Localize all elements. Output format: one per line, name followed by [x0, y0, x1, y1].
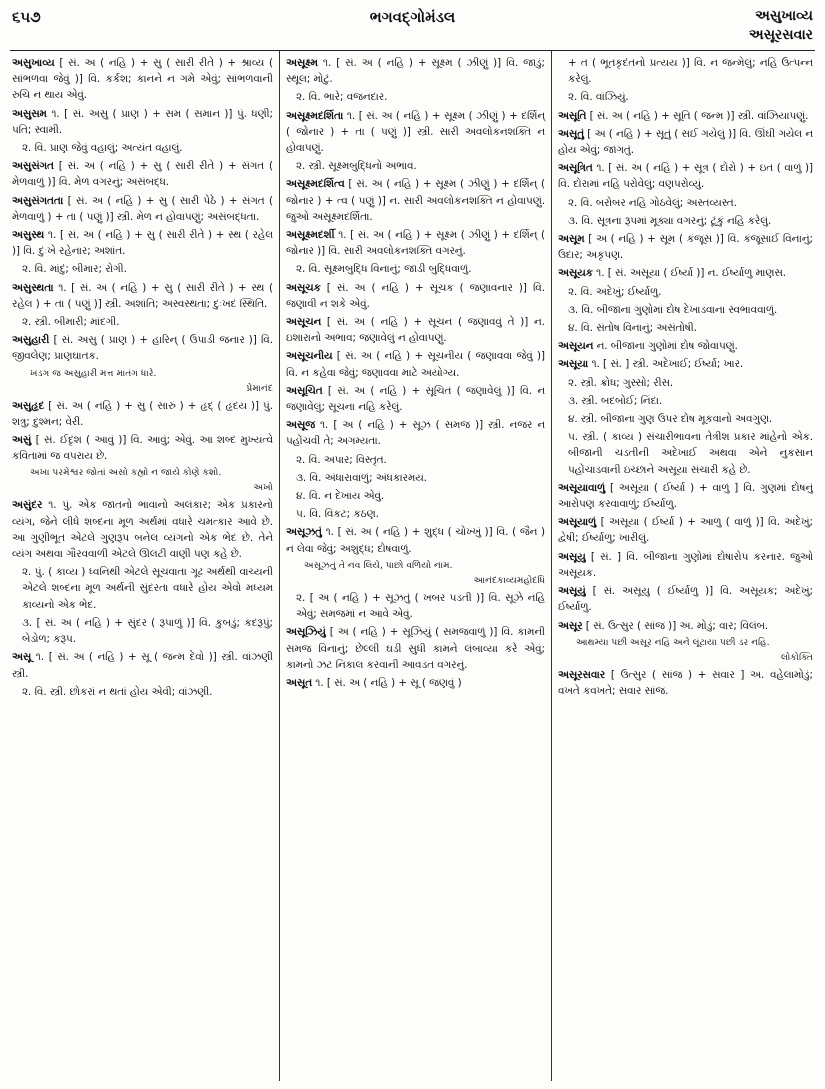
entry-definition: ૧. [ સં. અસુ ( પ્રાણ ) + સમ ( સમાન )] પું. ધણી; પતિ; સ્વામી.: [12, 107, 273, 136]
sense-definition: ૨. સ્ત્રી. સૂક્ષ્મબુદ્ધિનો અભાવ.: [296, 160, 417, 173]
dictionary-entry: [286, 227, 545, 259]
dictionary-entry: [12, 280, 273, 312]
entry-definition: ૧. [ સં. અ ( નહિ ) + સુ ( સારી રીતે ) + સ્થ ( રહેલ )] વિ. દુઃખે રહેનાર; અશાંત.: [12, 229, 273, 258]
entry-definition: [ અસૂયા ( ઈર્ષ્યા ) + વાળું ] વિ. ગુણમાં દોષનું આરોપણ કરવાવાળું; ઈર્ષ્યાળુ.: [558, 481, 813, 511]
entry-definition: ૧. [ સં. અ ( નહિ ) + સૂ ( જણવું ): [312, 676, 462, 689]
entry-headword: અસૂક્ષ્મદર્શિત્વ: [286, 178, 345, 191]
sense-definition: ૨. વિ. બરોબર નહિ ગોઠવેલું; અસ્તવ્યસ્ત.: [568, 196, 737, 209]
dictionary-entry: [558, 160, 813, 192]
sense-definition: ૨. વિ. વાંઝિયું.: [568, 91, 629, 104]
entry-headword: અસૂક્ષ્મદર્શી: [286, 229, 335, 242]
quotation-source: આનંદકાવ્યમહોદધિ: [473, 574, 545, 586]
sense-definition: ૪. વિ. સંતોષ વિનાનું; અસંતોષી.: [568, 322, 697, 335]
entry-headword: અસૂચિત: [286, 384, 323, 397]
sense-definition: ૪. વિ. ન દેખાય એવું.: [296, 490, 385, 503]
sense-definition: ૨. વિ. સ્ત્રી. છોકરાં ન થતાં હોય એવી; વાંઝણી.: [22, 685, 213, 698]
entry-headword: અસૂચક: [286, 281, 321, 294]
dictionary-columns: [10, 51, 815, 1081]
dictionary-entry: [558, 549, 813, 581]
column-3: [552, 51, 815, 1081]
dictionary-entry: [286, 108, 545, 157]
dictionary-entry: [558, 667, 813, 699]
entry-headword: અસૂયક: [558, 267, 593, 280]
entry-headword: અસૂયન: [558, 340, 594, 353]
sense-definition: ૩. સ્ત્રી. બદબોઈ; નિંદા.: [568, 394, 663, 407]
entry-headword: અસૂમ: [558, 233, 585, 246]
entry-definition: [ સં. અ ( નહિ ) + સુ ( સારું ) + હૃદ્ ( હૃદય )] પું. શત્રુ; દુશ્મન; વેરી.: [12, 399, 273, 428]
entry-definition: ૧. [ સં. અ ( નહિ ) + સૂક્ષ્મ ( ઝીણું ) + દર્શિન્ ( જોનાર )] વિ. સારી અવલોકનશક્તિ વગરનું.: [286, 229, 545, 258]
entry-definition: ૧. [ સં. અસૂયા ( ઈર્ષ્યા )] ન. ઈર્ષ્યાળુ માણસ.: [592, 267, 786, 280]
entry-headword: અસૂયું: [558, 585, 586, 598]
entry-definition: [ સં. અ ( નહિ ) + સૂક્ષ્મ ( ઝીણું ) + દર્શિન્ ( જોનાર ) + ત્વ ( પણું )] ન. સારી અવલોકનશક્તિ ન હોવાપણું. જુઓ અસૂક્ષ્મદર્શિતા.: [286, 178, 545, 223]
entry-definition: ૧. [ અ ( નહિ ) + સૂઝ ( સમજ )] સ્ત્રી. નજર ન પહોંચવી તે; અગમ્યતા.: [286, 419, 545, 448]
dictionary-entry: [558, 356, 813, 372]
dictionary-entry: [12, 193, 273, 225]
sense-definition: ૨. વિ. ભારે; વજનદાર.: [296, 91, 388, 104]
entry-definition: [ સં. અ ( નહિ ) + સુ ( સારી રીતે ) + શ્રાવ્ય ( સાંભળવા જેવું )] વિ. કર્કશ; કાનને ન ગમે એવું; સાંભળવાની રુચિ ન થાય એવું.: [12, 57, 273, 102]
entry-headword: અસુસંગતતા: [12, 194, 64, 207]
dictionary-entry: [286, 280, 545, 312]
entry-headword: અસૂઝતું: [286, 526, 322, 539]
sense-definition: ૫. વિ. વિકટ; કઠણ.: [296, 508, 379, 521]
entry-definition: [ સં. અ ( નહિ ) + સૂતિ ( જન્મ )] સ્ત્રી. વાંઝિયાપણું.: [586, 109, 809, 122]
sense-definition: ૩. વિ. બીજાના ગુણોમાં દોષ દેખાડવાના સ્વભાવવાળું.: [568, 303, 778, 316]
column-2: [280, 51, 552, 1081]
entry-headword: અસૂર: [558, 619, 583, 632]
entry-headword: અસુહારી: [12, 334, 50, 347]
sense-definition: ૨. પું. ( કાવ્ય ) ધ્વનિથી એટલે સૂચવાતા ગૂઢ અર્થથી વાચ્યની એટલે શબ્દના મૂળ અર્થની સુંદરતા વધારે હોય એવો મધ્યમ કાવ્યનો એક ભેદ.: [22, 566, 273, 611]
entry-definition: [ અ ( નહિ ) + સૂઝિયું ( સમજવાળું )] વિ. કામની સમજ વિનાનું; છેલ્લી ઘડી સુધી કામને લંબાવ્યા કરે એવું; કામનો ઝટ નિકાલ કરવાની આવડત વગરનું.: [286, 626, 545, 671]
sense-definition: ૨. વિ. અદેખું; ઈર્ષ્યાળુ.: [568, 285, 662, 298]
entry-definition: [ સં. ] વિ. બીજાના ગુણોમાં દોષારોપ કરનાર. જુઓ અસૂયક.: [558, 550, 813, 579]
sense-definition: ૨. સ્ત્રી. ક્રોધ; ગુસ્સો; રીસ.: [568, 376, 674, 389]
entry-definition: ૧. [ સં. અ ( નહિ ) + શુદ્ધ ( ચોખ્ખું )] વિ. ( જૈન ) ન લેવા જેવું; અશુદ્ધ; દોષવાળું.: [286, 526, 545, 555]
guide-word-first: અસુખાવ્ય: [755, 8, 813, 24]
entry-headword: અસૂરસવાર: [558, 668, 606, 681]
entry-headword: અસૂજ: [286, 419, 315, 432]
entry-definition: [ સં. અ ( નહિ ) + સુ ( સારી રીતે ) + સંગત ( મેળવાળું )] વિ. મેળ વગરનું; અસંબદ્ધ.: [12, 160, 273, 189]
entry-definition: [ સં. અ ( નહિ ) + સૂચિત ( જણાવેલું )] વિ. ન જણાવેલું; સૂચના નહિ કરેલું.: [286, 384, 545, 414]
page-header: [10, 6, 815, 51]
entry-headword: અસું: [12, 434, 32, 447]
sense-definition: ૪. સ્ત્રી. બીજાના ગુણ ઉપર દોષ મૂકવાનો અવગુણ.: [568, 413, 773, 426]
dictionary-entry: [12, 497, 273, 562]
entry-definition: ૧. [ સં. અ ( નહિ ) + સૂત્ર ( દોરો ) + ઇત ( વાળું )] વિ. દોરામાં નહિ પરોવેલું; વણપરોવ્યું.: [558, 162, 813, 191]
dictionary-entry: [558, 480, 813, 512]
quotation: આથમ્યા પછી અસૂર નહિ અને લૂંટાયા પછી ડર નહિ.: [576, 636, 770, 648]
dictionary-entry: [558, 618, 813, 634]
entry-headword: અસુસંગત: [12, 160, 54, 173]
quotation: અખા પરમેશ્વર જોતાં અસો કહ્યો ન જાયે કોણે કશો.: [30, 467, 222, 479]
quotation-source: લોકોક્તિ: [781, 651, 813, 663]
entry-headword: અસૂયાવાળું: [558, 481, 606, 494]
entry-headword: અસુહૃદ: [12, 399, 45, 412]
dictionary-entry: [12, 106, 273, 138]
entry-headword: અસૂતિ: [558, 109, 587, 122]
dictionary-entry: [286, 675, 545, 691]
entry-headword: અસુસમ: [12, 107, 47, 120]
dictionary-entry: [558, 126, 813, 158]
entry-headword: અસૂચન: [286, 316, 322, 329]
entry-definition: [ સં. અ ( નહિ ) + સૂચક ( જણાવનાર )] વિ. જણાવી ન શકે એવું.: [286, 281, 545, 310]
dictionary-entry: [286, 417, 545, 449]
entry-definition: [ સં. અ ( નહિ ) + સૂચનીય ( જણાવવા જેવું )] વિ. ન કહેવા જેવું; જણાવવા માટે અયોગ્ય.: [286, 350, 545, 379]
dictionary-entry: [12, 649, 273, 681]
entry-definition: ૧. [ સં. ] સ્ત્રી. અદેખાઈ; ઈર્ષ્યા; ખાર.: [588, 358, 744, 371]
entry-headword: અસૂયા: [558, 358, 589, 371]
book-title: ભગવદ્ગોમંડલ: [369, 8, 456, 26]
page-number: ૬૫૭: [12, 8, 41, 26]
entry-headword: અસૂચનીય: [286, 350, 333, 363]
entry-definition: ૧. [ સં. અ ( નહિ ) + સૂક્ષ્મ ( ઝીણું )] વિ. જાડું; સ્થૂલ; મોટું.: [286, 57, 545, 86]
entry-headword: અસુખાવ્ય: [12, 57, 55, 69]
sense-definition: ૨. વિ. પ્રાણ જેવું વહાલું; અત્યંત વહાલું.: [22, 142, 183, 155]
entry-definition: [ ઉત્સુર ( સાંજ ) + સવાર ] અ. વહેલામોડું; વખતે કવખતે; સવાર સાંજ.: [558, 668, 813, 697]
entry-headword: અસૂત: [286, 676, 313, 689]
dictionary-entry: [558, 265, 813, 281]
entry-headword: અસૂ: [12, 651, 32, 664]
entry-headword: અસૂયુ: [558, 550, 586, 563]
dictionary-entry: [286, 624, 545, 673]
quotation: અસૂઝતું તે નવ લિયે, પાછો વળિયો નામ.: [304, 559, 453, 571]
entry-definition: [ સં. ઉત્સુર ( સાંજ )] અ. મોડું; વાર; વિલંબ.: [582, 619, 769, 632]
entry-headword: અસૂત્રિત: [558, 162, 593, 175]
dictionary-entry: [286, 314, 545, 346]
quotation-source: અખો: [253, 482, 273, 494]
entry-definition: ન. બીજાના ગુણોમાં દોષ જોવાપણું.: [593, 340, 738, 353]
dictionary-entry: [558, 108, 813, 124]
quotation-source: પ્રેમાનંદ: [246, 382, 273, 394]
entry-definition: ૧. [ સં. અ ( નહિ ) + સૂક્ષ્મ ( ઝીણું ) + દર્શિન્ ( જોનાર ) + તા ( પણું )] સ્ત્રી. સારી અવલોકનશક્તિ ન હોવાપણું.: [286, 109, 545, 155]
dictionary-entry: [12, 332, 273, 364]
entry-definition: [ સં. અસુ ( પ્રાણ ) + હારિન્ ( ઉપાડી જનાર )] વિ. જીવલેણ; પ્રાણઘાતક.: [12, 334, 273, 363]
dictionary-entry: [286, 55, 545, 87]
dictionary-entry: [12, 432, 273, 464]
dictionary-entry: [286, 383, 545, 415]
sense-definition: ૨. વિ. માંદું; બીમાર; રોગી.: [22, 263, 127, 276]
entry-headword: અસૂતું: [558, 127, 585, 140]
entry-definition: [ અ ( નહિ ) + સૂમ ( કંજૂસ )] વિ. કંજૂસાઈ વિનાનું; ઉદાર; અકૃપણ.: [558, 233, 813, 262]
entry-headword: અસૂક્ષ્મ: [286, 57, 318, 69]
dictionary-entry: [558, 231, 813, 263]
guide-words: [749, 7, 813, 45]
dictionary-entry: [12, 398, 273, 430]
entry-headword: અસુસ્થ: [12, 229, 45, 242]
sense-definition: ૨. સ્ત્રી. બીમારી; માંદગી.: [22, 316, 120, 329]
entry-definition: ૧. પું. એક જાતનો ભાવાનો અલંકાર; એક પ્રકારનો વ્યંગ, જેને લીધે શબ્દના મૂળ અર્થમાં વધારે ચમત્કાર આવે છે. આ ગુણીભૂત એટલે ગુણરૂપ બનેલ વ્યંગનો એક ભેદ છે. તેને વ્યંગ અથવા ગૌરવવાળી એટલે ઊલટી વાણી પણ કહે છે.: [12, 499, 273, 561]
sense-definition: ૩. વિ. અંધારાવાળું; અંધકારમય.: [296, 471, 427, 484]
entry-headword: અસૂયાળું: [558, 516, 597, 529]
entry-headword: અસુંદર: [12, 499, 43, 512]
sense-definition: ૨. વિ. સૂક્ષ્મબુદ્ધિ વિનાનું; જાડી બુદ્ધિવાળું.: [296, 263, 472, 276]
dictionary-entry: [286, 348, 545, 380]
entry-definition: [ અસૂયા ( ઈર્ષ્યા ) + આળુ ( વાળું )] વિ. અદેખું; દ્વેષી; ઈર્ષ્યાળુ; ખારીલું.: [558, 516, 813, 545]
dictionary-entry: [12, 227, 273, 259]
entry-definition: [ સં. અસૂયુ ( ઈર્ષ્યાળુ )] વિ. અસૂયક; અદેખું; ઈર્ષ્યાળુ.: [558, 585, 813, 614]
column-1: [10, 51, 280, 1081]
entry-definition: [ અ ( નહિ ) + સૂતું ( સઈ ગયેલું )] વિ. ઊંઘી ગયેલ ન હોય એવું; જાગતું.: [558, 127, 813, 157]
entry-definition: [ સં. અ ( નહિ ) + સૂચન ( જણાવવું તે )] ન. ઇશારાનો અભાવ; જણાવેલું ન હોવાપણું.: [286, 316, 545, 345]
dictionary-entry: [558, 583, 813, 615]
sense-definition: ૩. વિ. સૂત્રના રૂપમાં મૂક્યા વગરનું; ટૂંકું નહિ કરેલું.: [568, 214, 772, 227]
sense-definition: ૨. [ અ ( નહિ ) + સૂઝતું ( ખબર પડતી )] વિ. સૂઝે નહિ એવું; સમજમાં ન આવે એવું.: [296, 591, 545, 621]
sense-definition: ૩. [ સં. અ ( નહિ ) + સુંદર ( રૂપાળું )] વિ. કુબડું; કદરૂપું; બેડોળ; કરૂપ.: [22, 616, 273, 646]
dictionary-entry: [12, 158, 273, 190]
dictionary-entry: [558, 338, 813, 354]
sense-definition: + ત ( ભૂતકૃદંતનો પ્રત્યય )] વિ. ન જન્મેલું; નહિ ઉત્પન્ન કરેલું.: [568, 57, 813, 86]
entry-definition: [ સં. અ ( નહિ ) + સુ ( સારી પેઠે ) + સંગત ( મેળવાળું ) + તા ( પણું )] સ્ત્રી. મેળ ન હોવાપણું; અસંબદ્ધતા.: [12, 194, 273, 223]
dictionary-entry: [12, 55, 273, 104]
sense-definition: ૫. સ્ત્રી. ( કાવ્ય ) સંચારીભાવના તેત્રીશ પ્રકાર માંહેનો એક. બીજાની ચડતીની અદેખાઈ અથવા એને નુકસાન પહોંચાડવાની ઇચ્છાને અસૂયા સંચારી કહે છે.: [568, 431, 813, 476]
entry-definition: ૧. [ સં. અ ( નહિ ) + સુ ( સારી રીતે ) + સ્થ ( રહેલ ) + તા ( પણું )] સ્ત્રી. અશાંતિ; અસ્વસ્થતા; દુઃખદ સ્થિતિ.: [12, 281, 273, 310]
entry-headword: અસુસ્થતા: [12, 281, 54, 294]
entry-headword: અસૂઝિયું: [286, 626, 326, 639]
entry-definition: ૧. [ સં. અ ( નહિ ) + સૂ ( જન્મ દેવો )] સ્ત્રી. વાંઝણી સ્ત્રી.: [12, 651, 273, 680]
entry-headword: અસૂક્ષ્મદર્શિતા: [286, 109, 344, 122]
guide-word-last: અસૂરસવાર: [748, 27, 813, 43]
dictionary-entry: [286, 524, 545, 556]
sense-definition: ૨. વિ. અપાર; વિસ્તૃત.: [296, 453, 387, 466]
dictionary-entry: [286, 176, 545, 225]
quotation: ખડગ જ અસુહારી મત્ત માતંગ ધારે.: [30, 367, 157, 379]
entry-definition: [ સં. ઈદૃશ ( આવું )] વિ. આવું; એવું. આ શબ્દ મુખ્યત્વે કવિતામાં જ વપરાય છે.: [12, 434, 273, 463]
dictionary-entry: [558, 514, 813, 546]
